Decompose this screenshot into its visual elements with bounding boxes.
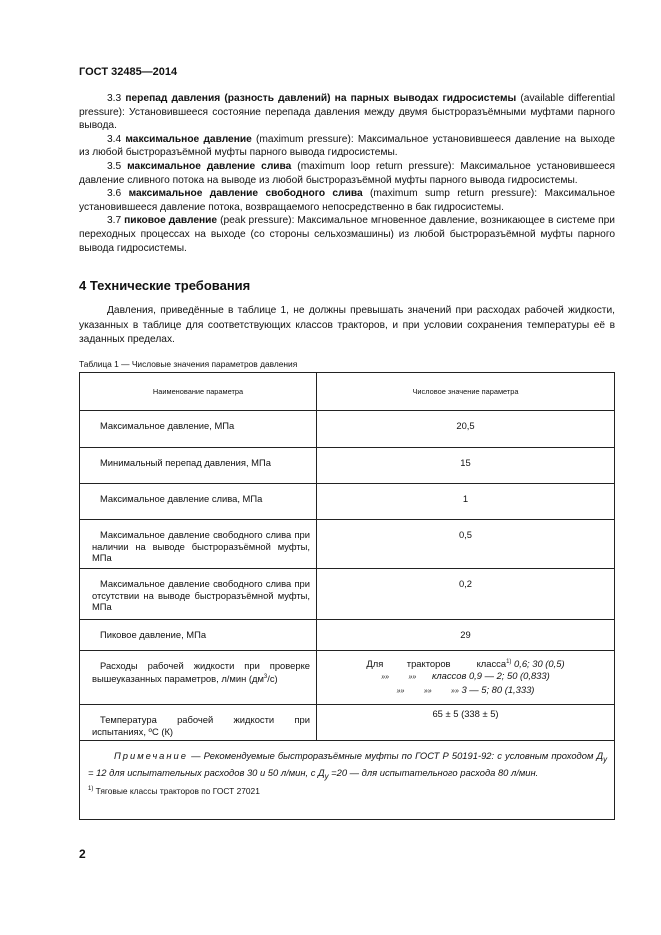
- flow-line-3: »» »» »» 3 — 5; 80 (1,333): [396, 684, 535, 696]
- param-name: Температура рабочей жидкости при испытаниях, ºС (К): [80, 705, 317, 741]
- definition-3-5: 3.5 максимальное давление слива (maximum loop return pressure): Максимальное установившееся давление сливного потока на выводе из любой быстроразъёмной муфты парного вывода гидросистемы.: [79, 160, 615, 186]
- param-value: 0,5: [317, 520, 615, 569]
- definition-3-3: 3.3 перепад давления (разность давлений) на парных выводах гидросистемы (available differential pressure): Установившееся состояние перепада давления между двумя быстроразъёмными муфтами парного вывода.: [79, 93, 615, 132]
- table-note-row: [80, 741, 615, 820]
- parameters-table: [79, 372, 615, 820]
- param-name: Расходы рабочей жидкости при проверке вышеуказанных параметров, л/мин $(дм^3/с)$: [80, 651, 317, 705]
- note-label: Примечание: [114, 750, 188, 761]
- param-value: 29: [317, 620, 615, 651]
- table-row: [80, 411, 615, 448]
- page-number: 2: [79, 847, 86, 861]
- flow-line-1: Для тракторов класса$^{1)}$ 0,6; 30 (0,5): [366, 658, 565, 670]
- table-row: [80, 448, 615, 484]
- param-name: Минимальный перепад давления, МПа: [80, 448, 317, 484]
- table-row: [80, 620, 615, 651]
- column-header-name: Наименование параметра: [80, 373, 317, 411]
- section-title: 4 Технические требования: [79, 278, 251, 293]
- param-name: Максимальное давление свободного слива при отсутствии на выводе быстроразъёмной муфты, МПа: [80, 569, 317, 620]
- param-value: 1: [317, 484, 615, 520]
- table-note: Примечание — Рекомендуемые быстроразъёмные муфты по ГОСТ Р 50191-92: с условным проходом $Д_у = 12$ для испытательных расходов 30 и 50 л/мин, с $Д_у =20$ — для испытательного расхода 80 л/мин. $^{1)}$ Тяговые классы тракторов по ГОСТ 27021: [80, 741, 615, 820]
- definition-3-4: 3.4 максимальное давление (maximum pressure): Максимальное установившееся давление на выходе из любой быстроразъёмной муфты парного вывода гидросистемы.: [79, 133, 615, 159]
- column-header-value: Числовое значение параметра: [317, 373, 615, 411]
- table-footnote: $^{1)}$ Тяговые классы тракторов по ГОСТ 27021: [88, 785, 260, 796]
- table-caption: Таблица 1 — Числовые значения параметров давления: [79, 359, 298, 369]
- param-value: 15: [317, 448, 615, 484]
- table-row: [80, 651, 615, 705]
- table-row: [80, 569, 615, 620]
- param-value: 20,5: [317, 411, 615, 448]
- definition-3-7: 3.7 пиковое давление (peak pressure): Максимальное мгновенное давление, возникающее в системе при переходных процессах на выходе (со стороны сельхозмашины) из любой быстроразъёмной муфты парного вывода гидросистемы.: [79, 215, 615, 254]
- table-row: [80, 520, 615, 569]
- definition-3-6: 3.6 максимальное давление свободного слива (maximum sump return pressure): Максимальное установившееся давление потока, возвращаемого непосредственно в бак гидросистемы.: [79, 188, 615, 213]
- param-value: 0,2: [317, 569, 615, 620]
- param-value: [317, 651, 615, 705]
- section-intro: Давления, приведённые в таблице 1, не должны превышать значений при расходах рабочей жидкости, указанных в таблице для соответствующих классов тракторов, и при условии сохранения температуры её в заданных пределах.: [79, 305, 615, 346]
- flow-line-2: »» »» классов 0,9 — 2; 50 (0,833): [381, 670, 550, 682]
- table-row: [80, 484, 615, 520]
- param-name: Максимальное давление, МПа: [80, 411, 317, 448]
- param-value: 65 ± 5 (338 ± 5): [317, 705, 615, 741]
- definitions: [79, 92, 615, 255]
- param-name: Максимальное давление свободного слива при наличии на выводе быстроразъёмной муфты, МПа: [80, 520, 317, 569]
- document-header: ГОСТ 32485—2014: [79, 66, 178, 78]
- table-row: [80, 705, 615, 741]
- param-name: Максимальное давление слива, МПа: [80, 484, 317, 520]
- param-name: Пиковое давление, МПа: [80, 620, 317, 651]
- table-header-row: [80, 373, 615, 411]
